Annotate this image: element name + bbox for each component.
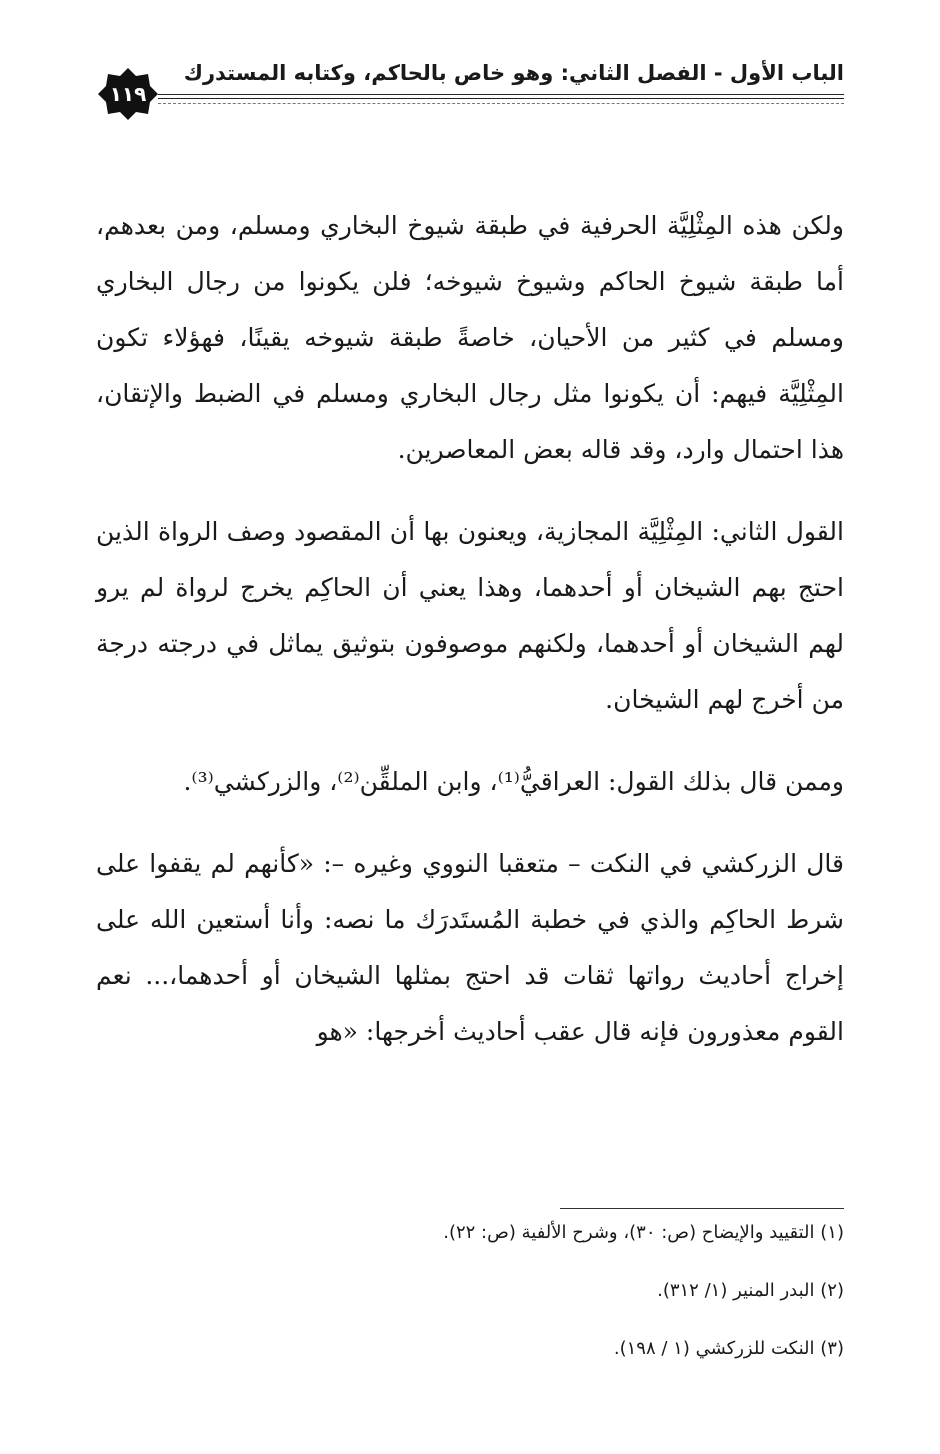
paragraph-4: قال الزركشي في النكت – متعقبا النووي وغيره –: «كأنهم لم يقفوا على شرط الحاكِم والذي في خطبة المُستَدرَك ما نصه: وأنا أستعين الله على إخراج أحاديث رواتها ثقات قد احتج بمثلها الشيخان أو أحدهما،... نعم القوم معذورون فإنه قال عقب أحاديث أخرجها: «هو (96, 849, 844, 1046)
running-header-title: الباب الأول - الفصل الثاني: وهو خاص بالحاكم، وكتابه المستدرك (183, 61, 844, 85)
paragraph-2: القول الثاني: المِثْلِيَّة المجازية، ويعنون بها أن المقصود وصف الرواة الذين احتج بهم الشيخان أو أحدهما، وهذا يعني أن الحاكِم يخرج لرواة لم يرو لهم الشيخان أو أحدهما، ولكنهم موصوفون بتوثيق يماثل في درجته درجة من أخرج لهم الشيخان. (96, 517, 844, 714)
page-number: ١١٩ (109, 82, 147, 106)
main-text (96, 198, 844, 1060)
footnote-1: (١) التقييد والإيضاح (ص: ٣٠)، وشرح الألفية (ص: ٢٢). (443, 1222, 844, 1243)
page-header (96, 56, 844, 128)
footnote-2: (٢) البدر المنير (١/ ٣١٢). (657, 1280, 844, 1301)
footnote-separator (560, 1208, 844, 1209)
paragraph-3: وممن قال بذلك القول: العراقيُّ⁽¹⁾، وابن الملقِّن⁽²⁾، والزركشي⁽³⁾. (183, 767, 844, 796)
paragraph-1: ولكن هذه المِثْلِيَّة الحرفية في طبقة شيوخ البخاري ومسلم، ومن بعدهم، أما طبقة شيوخ الحاكم وشيوخ شيوخه؛ فلن يكونوا من رجال البخاري ومسلم في كثير من الأحيان، خاصةً طبقة شيوخه يقينًا، فهؤلاء تكون المِثْلِيَّة فيهم: أن يكونوا مثل رجال البخاري ومسلم في الضبط والإتقان، هذا احتمال وارد، وقد قاله بعض المعاصرين. (96, 211, 844, 464)
footnote-3: (٣) النكت للزركشي (١ / ١٩٨). (613, 1338, 844, 1359)
header-rule-dashed (158, 103, 844, 104)
page-number-badge (96, 66, 160, 122)
footnotes (96, 1218, 844, 1392)
header-rule (158, 94, 844, 99)
